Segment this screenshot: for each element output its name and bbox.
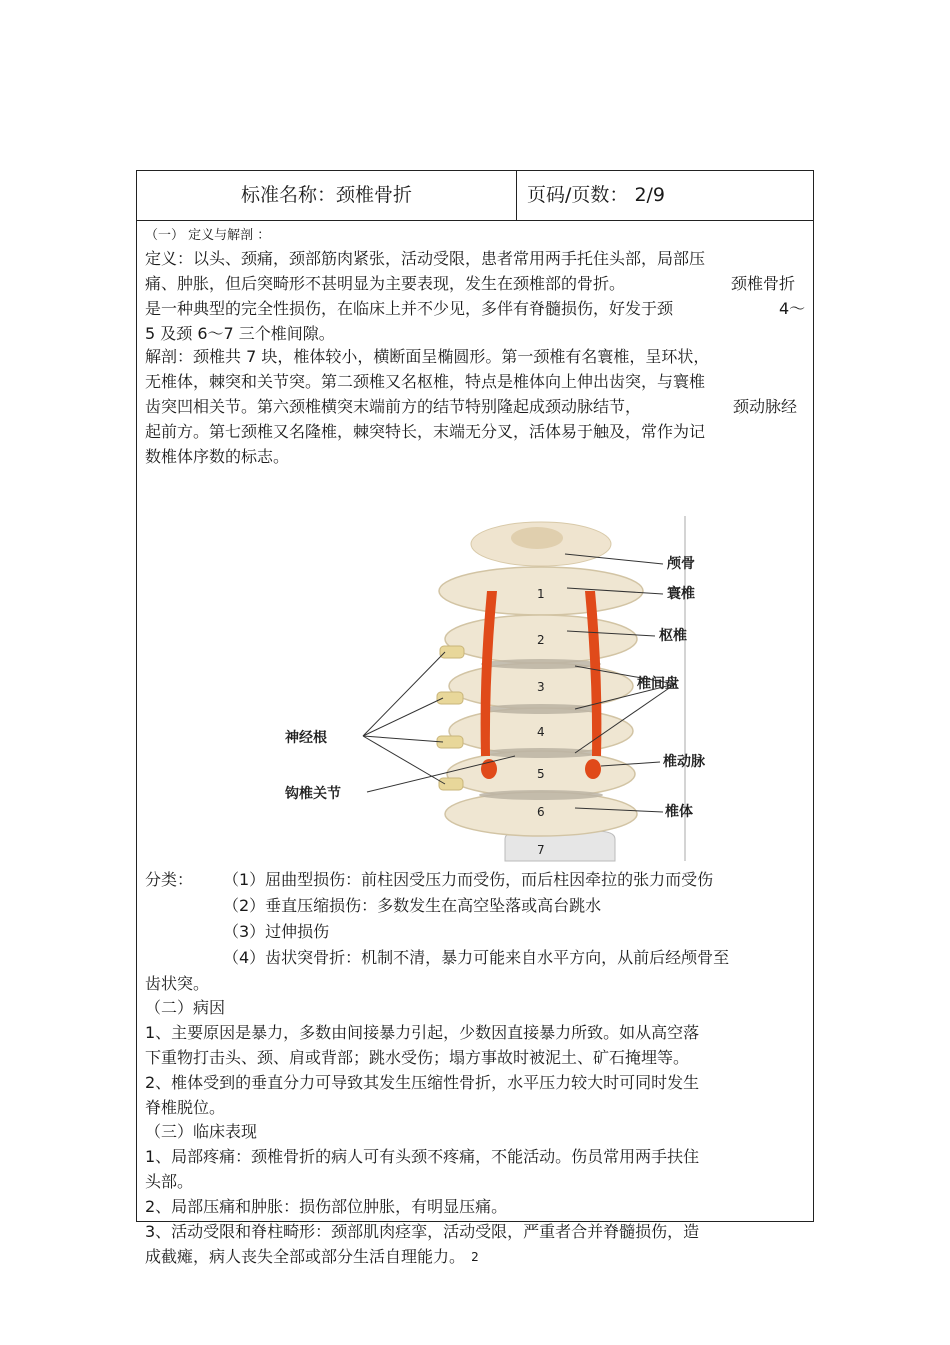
classification-item: （2）垂直压缩损伤：多数发生在高空坠落或高台跳水 (223, 896, 602, 915)
cause-line: 2、椎体受到的垂直分力可导致其发生压缩性骨折，水平压力较大时可同时发生 (145, 1073, 700, 1092)
anatomy-line: 起前方。第七颈椎又名隆椎，棘突特长，末端无分叉，活体易于触及，常作为记 (145, 422, 706, 441)
clinical-line: 头部。 (145, 1172, 194, 1191)
section2-title: （二）病因 (145, 998, 226, 1017)
cause-line: 1、主要原因是暴力，多数由间接暴力引起，少数因直接暴力所致。如从高空落 (145, 1023, 700, 1042)
header-divider (516, 171, 517, 220)
definition-line: 是一种典型的完全性损伤，在临床上并不少见，多伴有脊髓损伤，好发于颈 (145, 299, 674, 318)
vertebra-number: 2 (537, 633, 545, 647)
anatomy-line: 无椎体，棘突和关节突。第二颈椎又名枢椎，特点是椎体向上伸出齿突，与寰椎 (145, 372, 706, 391)
section1-title: （一） 定义与解剖 ： (145, 228, 271, 243)
label-axis: 枢椎 (659, 628, 687, 644)
label-artery: 椎动脉 (663, 754, 705, 770)
definition-line: 定义：以头、颈痛，颈部筋肉紧张，活动受限，患者常用两手托住头部，局部压 (145, 249, 706, 268)
anatomy-line: 颈动脉经 (733, 397, 798, 416)
cause-line: 下重物打击头、颈、肩或背部；跳水受伤；塌方事故时被泥土、矿石掩埋等。 (145, 1048, 690, 1067)
definition-line: 4～ (779, 299, 806, 318)
page-number: 2 (471, 1250, 479, 1264)
classification-label: 分类： (145, 870, 194, 889)
clinical-line: 2、局部压痛和肿胀：损伤部位肿胀，有明显压痛。 (145, 1197, 508, 1216)
classification-item: （3）过伸损伤 (223, 922, 330, 941)
label-atlas: 寰椎 (667, 586, 695, 602)
vertebra-number: 6 (537, 805, 545, 819)
classification-item: 齿状突。 (145, 974, 210, 993)
clinical-line: 成截瘫，病人丧失全部或部分生活自理能力。 (145, 1247, 466, 1266)
anatomy-line: 齿突凹相关节。第六颈椎横突末端前方的结节特别隆起成颈动脉结节， (145, 397, 642, 416)
classification-item: （1）屈曲型损伤：前柱因受压力而受伤，而后柱因牵拉的张力而受伤 (223, 870, 714, 889)
standard-name: 标准名称：颈椎骨折 (240, 184, 412, 206)
clinical-line: 3、活动受限和脊柱畸形：颈部肌肉痉挛，活动受限，严重者合并脊髓损伤，造 (145, 1222, 700, 1241)
vertebra-number: 3 (537, 680, 545, 694)
anatomy-line: 数椎体序数的标志。 (145, 447, 290, 466)
classification-item: （4）齿状突骨折：机制不清，暴力可能来自水平方向，从前后经颅骨至 (223, 948, 730, 967)
cause-line: 脊椎脱位。 (145, 1098, 226, 1117)
definition-line: 5 及颈 6～7 三个椎间隙。 (145, 324, 335, 343)
label-nerve-root: 神经根 (285, 730, 327, 746)
definition-line: 颈椎骨折 (731, 274, 796, 293)
vertebra-number: 5 (537, 767, 545, 781)
vertebra-number: 7 (537, 843, 545, 857)
label-vertebral-body: 椎体 (665, 804, 693, 820)
label-uncovertebral-joint: 钩椎关节 (285, 786, 341, 802)
header-row (137, 171, 813, 221)
vertebra-number: 1 (537, 587, 545, 601)
clinical-line: 1、局部疼痛：颈椎骨折的病人可有头颈不疼痛，不能活动。伤员常用两手扶住 (145, 1147, 700, 1166)
label-disc: 椎间盘 (637, 676, 679, 692)
label-skull: 颅骨 (667, 556, 695, 572)
section3-title: （三）临床表现 (145, 1122, 258, 1141)
document-table (136, 170, 814, 1266)
definition-line: 痛、肿胀，但后突畸形不甚明显为主要表现，发生在颈椎部的骨折。 (145, 274, 626, 293)
anatomy-line: 解剖：颈椎共 7 块，椎体较小，横断面呈椭圆形。第一颈椎有名寰椎，呈环状， (145, 347, 710, 366)
cervical-spine-figure (275, 516, 705, 861)
page-info: 页码/页数： 2/9 (527, 184, 666, 206)
vertebra-number: 4 (537, 725, 545, 739)
